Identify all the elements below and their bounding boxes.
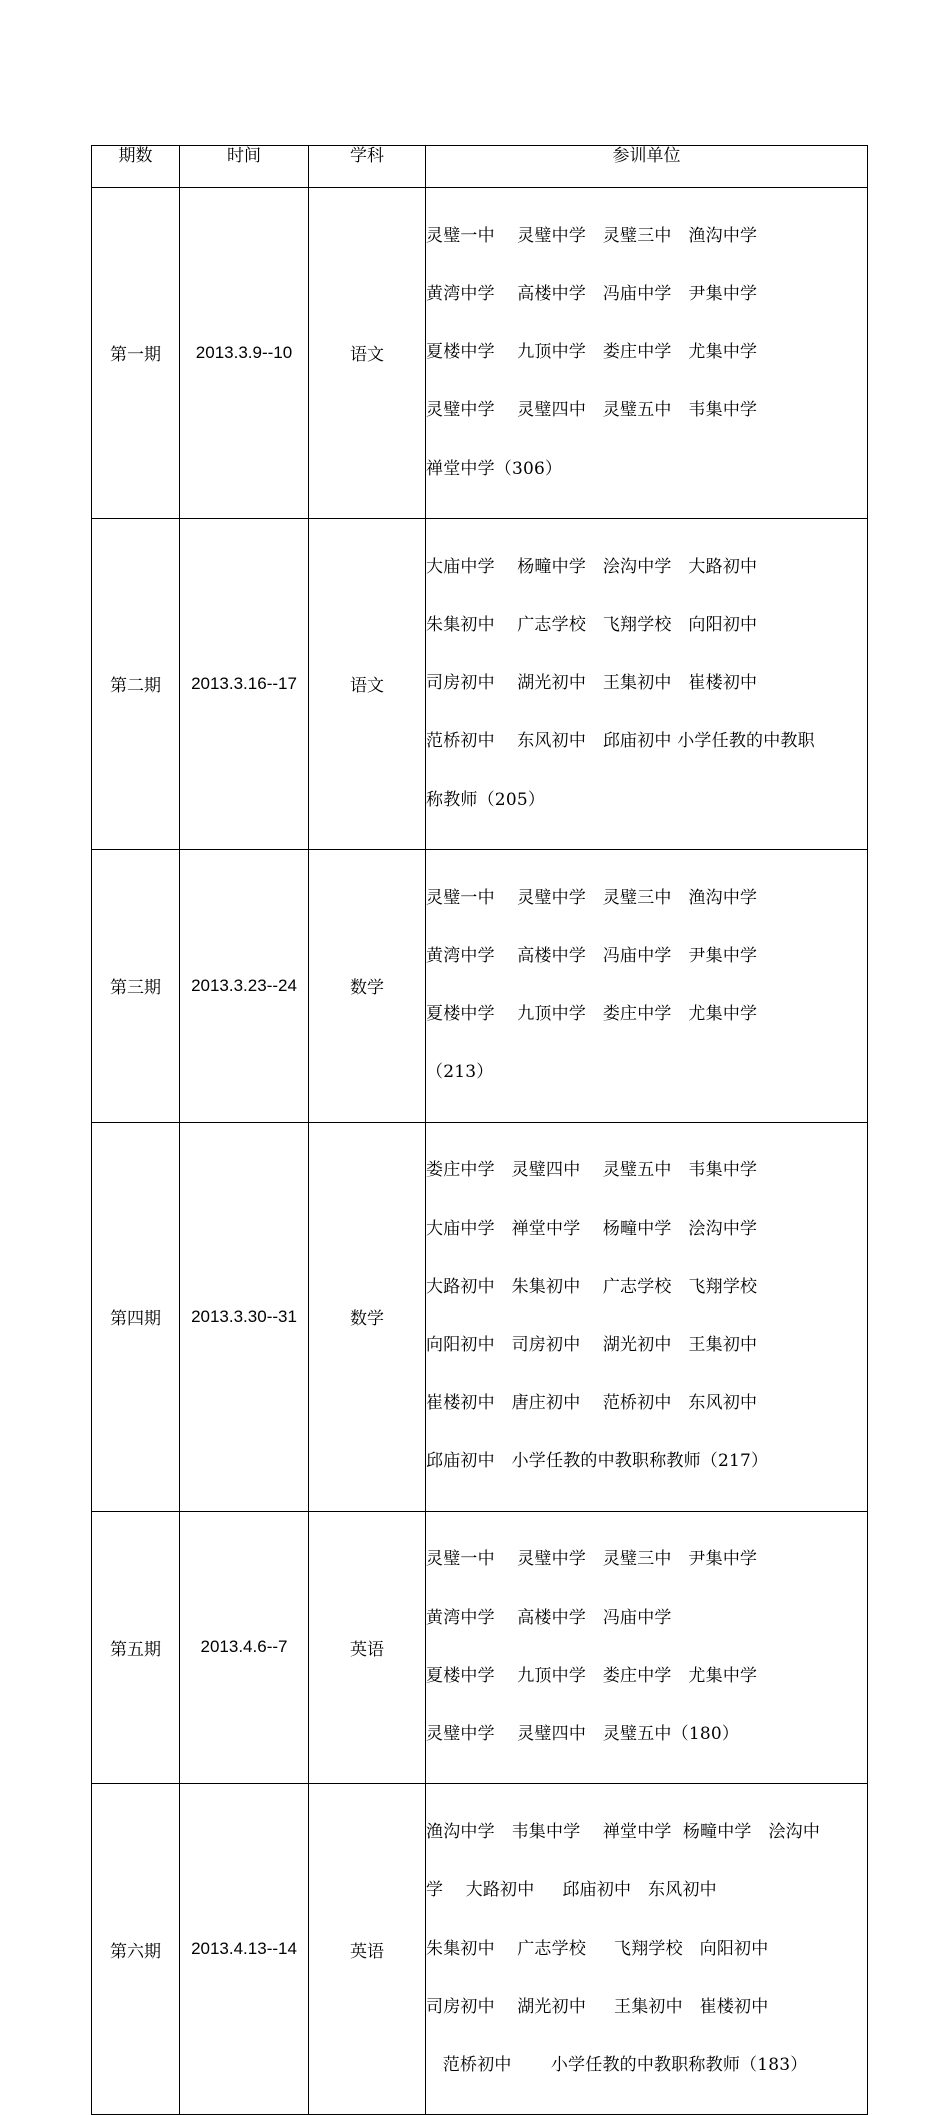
period-cell: 第四期 (92, 1122, 180, 1511)
unit-line: 大路初中 朱集初中 广志学校 飞翔学校 (426, 1276, 758, 1297)
unit-line: 范桥初中 东风初中 邱庙初中 小学任教的中教职 (426, 731, 815, 752)
header-time: 时间 (180, 146, 309, 188)
table-row (92, 188, 868, 519)
unit-line: 娄庄中学 灵璧四中 灵璧五中 韦集中学 (426, 1160, 758, 1181)
units-cell (426, 1784, 868, 2115)
unit-line: 崔楼初中 唐庄初中 范桥初中 东风初中 (426, 1393, 758, 1414)
header-subject: 学科 (309, 146, 426, 188)
unit-line: 朱集初中 广志学校 飞翔学校 向阳初中 (426, 1938, 769, 1959)
training-schedule-table (91, 145, 868, 2115)
unit-line: 渔沟中学 韦集中学 禅堂中学 杨疃中学 浍沟中 (426, 1822, 821, 1843)
header-units: 参训单位 (426, 146, 868, 188)
time-cell: 2013.3.30--31 (180, 1122, 309, 1511)
unit-line: 大庙中学 杨疃中学 浍沟中学 大路初中 (426, 556, 758, 577)
unit-line: 大庙中学 禅堂中学 杨疃中学 浍沟中学 (426, 1218, 758, 1239)
table-row (92, 518, 868, 849)
unit-line: 称教师（205） (426, 789, 546, 810)
table-row (92, 1511, 868, 1784)
period-cell: 第六期 (92, 1784, 180, 2115)
header-period: 期数 (92, 146, 180, 188)
header-row (92, 146, 868, 188)
time-cell: 2013.4.6--7 (180, 1511, 309, 1784)
subject-cell: 语文 (309, 188, 426, 519)
table-row (92, 849, 868, 1122)
unit-line: 学 大路初中 邱庙初中 东风初中 (426, 1880, 717, 1901)
units-cell (426, 1122, 868, 1511)
time-cell: 2013.4.13--14 (180, 1784, 309, 2115)
units-cell (426, 188, 868, 519)
unit-line: 灵璧一中 灵璧中学 灵璧三中 渔沟中学 (426, 225, 758, 246)
unit-line: 司房初中 湖光初中 王集初中 崔楼初中 (426, 673, 758, 694)
time-cell: 2013.3.9--10 (180, 188, 309, 519)
subject-cell: 数学 (309, 849, 426, 1122)
subject-cell: 语文 (309, 518, 426, 849)
subject-cell: 英语 (309, 1511, 426, 1784)
period-cell: 第三期 (92, 849, 180, 1122)
units-cell (426, 849, 868, 1122)
period-cell: 第二期 (92, 518, 180, 849)
unit-line: 邱庙初中 小学任教的中教职称教师（217） (426, 1451, 769, 1472)
unit-line: 范桥初中 小学任教的中教职称教师（183） (426, 2055, 808, 2075)
unit-line: 黄湾中学 高楼中学 冯庙中学 尹集中学 (426, 284, 758, 305)
unit-line: 司房初中 湖光初中 王集初中 崔楼初中 (426, 1996, 769, 2017)
unit-line: 禅堂中学（306） (426, 458, 563, 479)
unit-line: 向阳初中 司房初中 湖光初中 王集初中 (426, 1334, 758, 1355)
units-cell (426, 1511, 868, 1784)
unit-line: 黄湾中学 高楼中学 冯庙中学 尹集中学 (426, 945, 758, 966)
time-cell: 2013.3.23--24 (180, 849, 309, 1122)
table-row (92, 1122, 868, 1511)
unit-line: 夏楼中学 九顶中学 娄庄中学 尤集中学 (426, 342, 758, 363)
unit-line: 黄湾中学 高楼中学 冯庙中学 (426, 1607, 672, 1628)
unit-line: 朱集初中 广志学校 飞翔学校 向阳初中 (426, 614, 758, 635)
units-cell (426, 518, 868, 849)
subject-cell: 数学 (309, 1122, 426, 1511)
period-cell: 第五期 (92, 1511, 180, 1784)
period-cell: 第一期 (92, 188, 180, 519)
unit-line: 灵璧中学 灵璧四中 灵璧五中（180） (426, 1724, 740, 1745)
table-row (92, 1784, 868, 2115)
unit-line: 夏楼中学 九顶中学 娄庄中学 尤集中学 (426, 1665, 758, 1686)
time-cell: 2013.3.16--17 (180, 518, 309, 849)
unit-line: （213） (426, 1062, 494, 1083)
unit-line: 灵璧一中 灵璧中学 灵璧三中 渔沟中学 (426, 887, 758, 908)
unit-line: 夏楼中学 九顶中学 娄庄中学 尤集中学 (426, 1004, 758, 1025)
unit-line: 灵璧一中 灵璧中学 灵璧三中 尹集中学 (426, 1549, 758, 1570)
unit-line: 灵璧中学 灵璧四中 灵璧五中 韦集中学 (426, 400, 758, 421)
subject-cell: 英语 (309, 1784, 426, 2115)
